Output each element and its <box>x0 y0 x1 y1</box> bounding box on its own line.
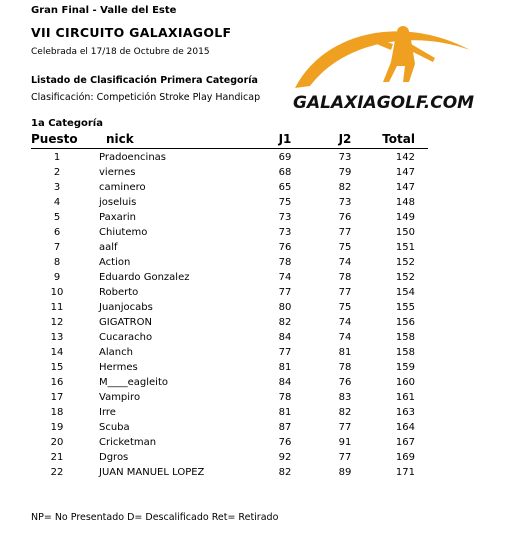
cell-total: 158 <box>395 347 415 358</box>
cell-nick: caminero <box>99 182 146 193</box>
cell-puesto: 7 <box>53 242 61 253</box>
cell-nick: Scuba <box>99 422 130 433</box>
cell-total: 163 <box>395 407 415 418</box>
cell-nick: Irre <box>99 407 116 418</box>
table-row <box>0 270 515 285</box>
table-row <box>0 450 515 465</box>
cell-j2: 78 <box>338 272 352 283</box>
cell-j2: 82 <box>338 182 352 193</box>
table-row <box>0 210 515 225</box>
circuit-title: VII CIRCUITO GALAXIAGOLF <box>31 25 232 40</box>
cell-puesto: 19 <box>50 422 64 433</box>
cell-nick: Dgros <box>99 452 129 463</box>
cell-total: 164 <box>395 422 415 433</box>
cell-nick: Paxarin <box>99 212 136 223</box>
cell-j2: 79 <box>338 167 352 178</box>
cell-puesto: 12 <box>50 317 64 328</box>
cell-puesto: 4 <box>53 197 61 208</box>
cell-j1: 82 <box>278 317 292 328</box>
cell-j2: 83 <box>338 392 352 403</box>
cell-j1: 84 <box>278 332 292 343</box>
cell-nick: Juanjocabs <box>99 302 153 313</box>
col-puesto: Puesto <box>31 132 78 146</box>
table-row <box>0 240 515 255</box>
cell-nick: Hermes <box>99 362 138 373</box>
cell-j1: 80 <box>278 302 292 313</box>
cell-j1: 82 <box>278 467 292 478</box>
cell-j1: 73 <box>278 227 292 238</box>
table-row <box>0 195 515 210</box>
cell-puesto: 2 <box>53 167 61 178</box>
cell-nick: Vampiro <box>99 392 141 403</box>
cell-puesto: 22 <box>50 467 64 478</box>
cell-total: 147 <box>395 167 415 178</box>
cell-nick: Cucaracho <box>99 332 153 343</box>
table-row <box>0 255 515 270</box>
cell-j2: 76 <box>338 212 352 223</box>
cell-puesto: 5 <box>53 212 61 223</box>
cell-j2: 74 <box>338 332 352 343</box>
table-row <box>0 390 515 405</box>
cell-j2: 74 <box>338 257 352 268</box>
cell-puesto: 1 <box>53 152 61 163</box>
cell-total: 155 <box>395 302 415 313</box>
table-row <box>0 225 515 240</box>
cell-total: 151 <box>395 242 415 253</box>
cell-nick: Alanch <box>99 347 133 358</box>
table-row <box>0 180 515 195</box>
cell-j1: 68 <box>278 167 292 178</box>
table-row <box>0 375 515 390</box>
col-j1: J1 <box>278 132 292 146</box>
classification-type: Clasificación: Competición Stroke Play Handicap <box>31 92 261 103</box>
cell-j1: 74 <box>278 272 292 283</box>
cell-total: 167 <box>395 437 415 448</box>
event-date: Celebrada el 17/18 de Octubre de 2015 <box>31 47 210 57</box>
cell-nick: Action <box>99 257 131 268</box>
cell-j2: 73 <box>338 152 352 163</box>
table-row <box>0 360 515 375</box>
cell-j1: 69 <box>278 152 292 163</box>
event-title: Gran Final - Valle del Este <box>31 5 177 16</box>
cell-j2: 82 <box>338 407 352 418</box>
cell-total: 171 <box>395 467 415 478</box>
cell-total: 142 <box>395 152 415 163</box>
cell-total: 148 <box>395 197 415 208</box>
cell-total: 152 <box>395 257 415 268</box>
cell-j2: 77 <box>338 452 352 463</box>
cell-puesto: 15 <box>50 362 64 373</box>
cell-puesto: 16 <box>50 377 64 388</box>
cell-puesto: 13 <box>50 332 64 343</box>
cell-nick: Chiutemo <box>99 227 148 238</box>
table-row <box>0 300 515 315</box>
cell-nick: GIGATRON <box>99 317 152 328</box>
cell-j1: 78 <box>278 392 292 403</box>
column-headers <box>0 132 515 148</box>
cell-nick: aalf <box>99 242 118 253</box>
cell-total: 160 <box>395 377 415 388</box>
cell-j1: 77 <box>278 347 292 358</box>
cell-j1: 76 <box>278 437 292 448</box>
cell-j1: 81 <box>278 407 292 418</box>
cell-j1: 78 <box>278 257 292 268</box>
cell-puesto: 8 <box>53 257 61 268</box>
cell-total: 154 <box>395 287 415 298</box>
cell-nick: M____eagleito <box>99 377 169 388</box>
table-row <box>0 285 515 300</box>
logo-swoosh <box>295 31 470 88</box>
cell-j2: 91 <box>338 437 352 448</box>
galaxiagolf-logo <box>285 20 485 120</box>
cell-j2: 75 <box>338 242 352 253</box>
cell-nick: Roberto <box>99 287 139 298</box>
cell-nick: Pradoencinas <box>99 152 167 163</box>
table-row <box>0 435 515 450</box>
table-row <box>0 315 515 330</box>
cell-j2: 81 <box>338 347 352 358</box>
col-j2: J2 <box>338 132 352 146</box>
cell-j2: 74 <box>338 317 352 328</box>
cell-j1: 73 <box>278 212 292 223</box>
cell-j1: 76 <box>278 242 292 253</box>
cell-puesto: 21 <box>50 452 64 463</box>
listing-title: Listado de Clasificación Primera Categoría <box>31 75 258 86</box>
cell-puesto: 10 <box>50 287 64 298</box>
cell-total: 152 <box>395 272 415 283</box>
cell-j2: 89 <box>338 467 352 478</box>
cell-puesto: 17 <box>50 392 64 403</box>
table-row <box>0 150 515 165</box>
cell-puesto: 3 <box>53 182 61 193</box>
cell-j1: 81 <box>278 362 292 373</box>
cell-j2: 78 <box>338 362 352 373</box>
table-row <box>0 330 515 345</box>
header-rule <box>31 148 428 149</box>
cell-total: 169 <box>395 452 415 463</box>
cell-j1: 65 <box>278 182 292 193</box>
cell-total: 149 <box>395 212 415 223</box>
logo-text: GALAXIAGOLF.COM <box>293 93 475 113</box>
cell-j2: 77 <box>338 227 352 238</box>
cell-j1: 75 <box>278 197 292 208</box>
cell-nick: Cricketman <box>99 437 157 448</box>
cell-nick: Eduardo Gonzalez <box>99 272 190 283</box>
cell-j2: 77 <box>338 422 352 433</box>
cell-j2: 77 <box>338 287 352 298</box>
cell-nick: JUAN MANUEL LOPEZ <box>99 467 205 478</box>
cell-total: 161 <box>395 392 415 403</box>
col-total: Total <box>382 132 415 146</box>
cell-puesto: 6 <box>53 227 61 238</box>
results-table <box>0 150 515 480</box>
table-row <box>0 345 515 360</box>
cell-total: 147 <box>395 182 415 193</box>
cell-j2: 73 <box>338 197 352 208</box>
cell-puesto: 20 <box>50 437 64 448</box>
cell-j2: 76 <box>338 377 352 388</box>
table-row <box>0 420 515 435</box>
table-row <box>0 465 515 480</box>
cell-nick: joseluis <box>99 197 137 208</box>
cell-total: 156 <box>395 317 415 328</box>
cell-total: 159 <box>395 362 415 373</box>
table-row <box>0 405 515 420</box>
cell-puesto: 14 <box>50 347 64 358</box>
cell-j1: 84 <box>278 377 292 388</box>
cell-total: 150 <box>395 227 415 238</box>
cell-j1: 92 <box>278 452 292 463</box>
table-row <box>0 165 515 180</box>
cell-j2: 75 <box>338 302 352 313</box>
cell-puesto: 18 <box>50 407 64 418</box>
col-nick: nick <box>106 132 134 146</box>
cell-puesto: 9 <box>53 272 61 283</box>
cell-j1: 87 <box>278 422 292 433</box>
cell-nick: viernes <box>99 167 136 178</box>
legend: NP= No Presentado D= Descalificado Ret= Retirado <box>31 512 279 523</box>
cell-puesto: 11 <box>50 302 64 313</box>
cell-j1: 77 <box>278 287 292 298</box>
cell-total: 158 <box>395 332 415 343</box>
section-heading: 1a Categoría <box>31 118 103 129</box>
